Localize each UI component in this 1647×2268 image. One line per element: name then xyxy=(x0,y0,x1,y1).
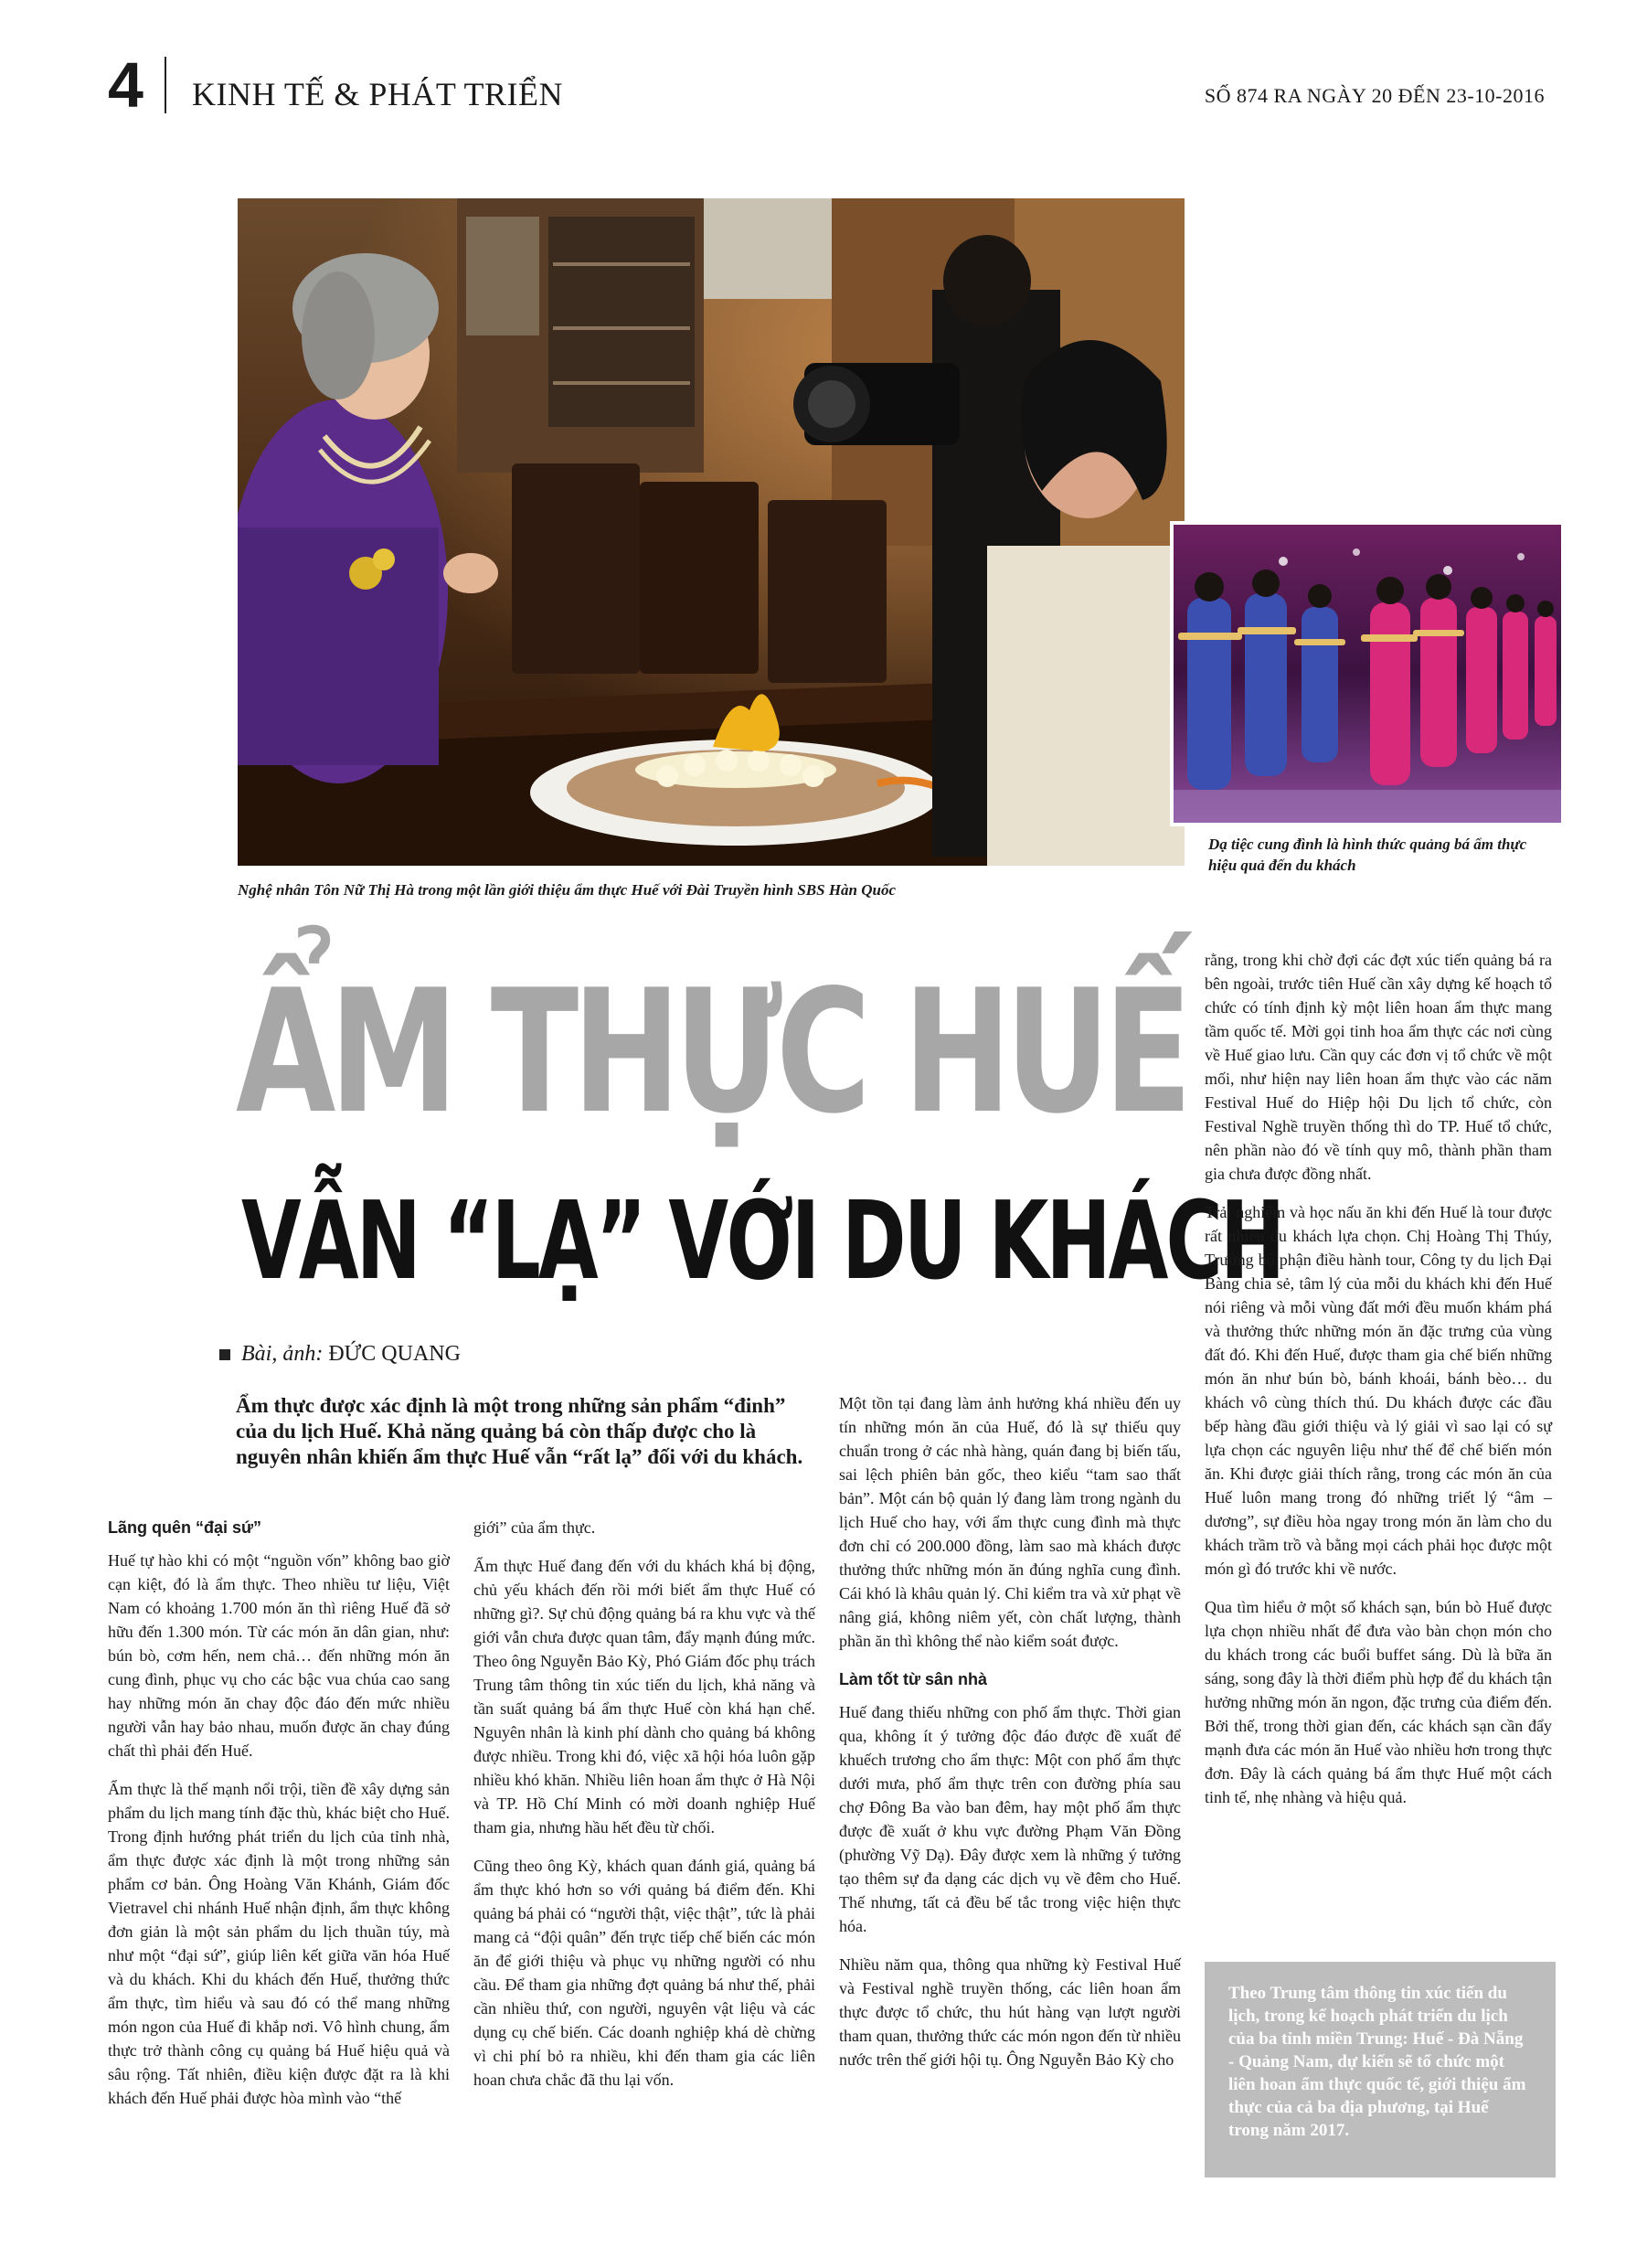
paragraph: rằng, trong khi chờ đợi các đợt xúc tiến quảng bá ra bên ngoài, trước tiên Huế cần xây dựng kế hoạch tổ chức có tính định kỳ một liên hoan ẩm thực mang tầm quốc tế. Mời gọi tinh hoa ẩm thực các nơi cùng về Huế giao lưu. Cần quy các đơn vị tổ chức về một mối, như hiện nay liên hoan ẩm thực vào các năm Festival Huế do Hiệp hội Du lịch tổ chức, còn Festival Nghề truyền thống thì do TP. Huế tổ chức, nên phần nào đó về tính quy mô, thành phần tham gia chưa được đồng nhất. xyxy=(1205,951,1552,1183)
paragraph: Huế tự hào khi có một “nguồn vốn” không bao giờ cạn kiệt, đó là ẩm thực. Theo nhiều tư liệu, Việt Nam có khoảng 1.700 món ăn thì riêng Huế đã sở hữu đến 1.300 món. Từ các món ăn dân gian, như: bún bò, cơm hến, nem chả… đến những món ăn cung đình, phục vụ cho các bậc vua chúa cao sang hay những món ăn chay độc đáo đến mức nhiều người vẫn hay bảo nhau, muốn được ăn chay đúng chất thì phải đến Huế. xyxy=(108,1551,450,1760)
column-3 xyxy=(839,1391,1181,2086)
section-title: KINH TẾ & PHÁT TRIỂN xyxy=(192,76,563,112)
byline-author: ĐỨC QUANG xyxy=(328,1342,461,1366)
paragraph: Ẩm thực Huế đang đến với du khách khá bị động, chủ yếu khách đến rồi mới biết ẩm thực Huế có những gì?. Sự chủ động quảng bá ra khu vực và thế giới vẫn chưa được quan tâm, đẩy mạnh đúng mức. Theo ông Nguyễn Bảo Kỳ, Phó Giám đốc phụ trách Trung tâm thông tin xúc tiến du lịch, khả năng và tần suất quảng bá ẩm thực Huế còn khá hạn chế. Nguyên nhân là kinh phí dành cho quảng bá không được nhiều. Trong khi đó, việc xã hội hóa luôn gặp nhiều khó khăn. Nhiều liên hoan ẩm thực ở Hà Nội và TP. Hồ Chí Minh có mời doanh nghiệp Huế tham gia, nhưng hầu hết đều từ chối. xyxy=(473,1557,815,1837)
side-photo xyxy=(1170,521,1565,826)
column-2 xyxy=(473,1516,815,2106)
main-photo-caption: Nghệ nhân Tôn Nữ Thị Hà trong một lần giới thiệu ẩm thực Huế với Đài Truyền hình SBS Hàn Quốc xyxy=(238,881,897,899)
callout-text: Theo Trung tâm thông tin xúc tiến du lịch, trong kế hoạch phát triển du lịch của ba tỉnh miền Trung: Huế - Đà Nẵng - Quảng Nam, dự kiến sẽ tổ chức một liên hoan ẩm thực quốc tế, giới thiệu ẩm thực của cả ba địa phương, tại Huế trong năm 2017. xyxy=(1228,1984,1526,2140)
issue-info: SỐ 874 RA NGÀY 20 ĐẾN 23-10-2016 xyxy=(1204,84,1545,107)
header-divider xyxy=(165,57,166,113)
side-photo-caption: Dạ tiệc cung đình là hình thức quảng bá ẩm thực hiệu quả đến du khách xyxy=(1208,836,1527,874)
side-photo-illustration xyxy=(1174,525,1561,823)
paragraph: Trải nghiệm và học nấu ăn khi đến Huế là tour được rất nhiều du khách lựa chọn. Chị Hoàng Thị Thúy, Trưởng bộ phận điều hành tour, Công ty du lịch Đại Bàng chia sẻ, tâm lý của mỗi du khách khi đến Huế nói riêng và mỗi vùng đất mới đều muốn khám phá và thưởng thức những món ăn đặc trưng của vùng đất đó. Khi đến Huế, được tham gia chế biến những món ăn như bún bò, bánh khoái, bánh bèo… du khách vô cùng thích thú. Du khách được các đầu bếp hàng đầu giới thiệu và lý giải vì sao lại có sự lựa chọn các nguyên liệu như thế để chế biến món ăn. Khi được giải thích rằng, trong các món ăn của Huế luôn mang trong đó những triết lý “âm – dương”, sự điều hòa ngay trong món ăn làm cho du khách trầm trồ và bằng mọi cách phải học được một món gì đó trước khi về nước. xyxy=(1205,1203,1552,1578)
page-number: 4 xyxy=(108,49,143,121)
column-1 xyxy=(108,1516,450,2124)
lead-paragraph: Ẩm thực được xác định là một trong những sản phẩm “đinh” của du lịch Huế. Khả năng quảng bá còn thấp được cho là nguyên nhân khiến ẩm thực Huế vẫn “rất lạ” đối với du khách. xyxy=(236,1394,803,1468)
paragraph: Qua tìm hiểu ở một số khách sạn, bún bò Huế được lựa chọn nhiều nhất để đưa vào bàn chọn món cho du khách trong các buổi buffet sáng. Dù là bữa ăn sáng, song đây là thời điểm phù hợp để du khách tận hưởng những món ăn ngon, đặc trưng của điểm đến. Bởi thế, trong thời gian đến, các khách sạn cần đẩy mạnh đưa các món ăn Huế vào nhiều hơn trong thực đơn. Đây là cách quảng bá ẩm thực Huế một cách tinh tế, nhẹ nhàng và hiệu quả. xyxy=(1205,1598,1552,1806)
callout-box xyxy=(1205,1962,1556,2177)
subheading-lang-quen: Lãng quên “đại sứ” xyxy=(108,1518,262,1537)
subheading-lam-tot: Làm tốt từ sân nhà xyxy=(839,1670,988,1688)
paragraph: Huế đang thiếu những con phố ẩm thực. Thời gian qua, không ít ý tưởng độc đáo được đề xuất để khuếch trương cho ẩm thực: Một con phố ẩm thực dưới mưa, phố ẩm thực trên con đường phía sau chợ Đông Ba vào ban đêm, hay một phố ẩm thực được đề xuất ở khu vực đường Phạm Văn Đồng (phường Vỹ Dạ). Đây được xem là những ý tưởng tạo thêm sự đa dạng các dịch vụ về đêm cho Huế. Thế nhưng, tất cả đều bế tắc trong việc hiện thực hóa. xyxy=(839,1703,1181,1935)
paragraph: giới” của ẩm thực. xyxy=(473,1518,596,1537)
headline-line-2: VẪN “LẠ” VỚI DU KHÁCH xyxy=(241,1177,1283,1304)
paragraph: Ẩm thực là thế mạnh nổi trội, tiền đề xây dựng sản phẩm du lịch mang tính đặc thù, khác biệt cho Huế. Trong định hướng phát triển du lịch của tỉnh nhà, ẩm thực được xác định là một trong những sản phẩm cơ bản. Ông Hoàng Văn Khánh, Giám đốc Vietravel chi nhánh Huế nhận định, ẩm thực không đơn giản là một sản phẩm du lịch thuần túy, mà như một “đại sứ”, giúp liên kết giữa văn hóa Huế và du khách. Khi du khách đến Huế, thưởng thức ẩm thực, tìm hiểu và sau đó có thể mang những món ngon của Huế đi khắp nơi. Vô hình chung, ẩm thực trở thành công cụ quảng bá Huế hiệu quả và sâu rộng. Tất nhiên, điều kiện được đặt ra là khi khách đến Huế phải được hòa mình vào “thế xyxy=(108,1780,450,2107)
headline-line-1: ẨM THỰC HUẾ xyxy=(236,953,1186,1151)
main-photo xyxy=(238,198,1185,866)
byline-label: Bài, ảnh: xyxy=(241,1342,324,1366)
byline-bullet xyxy=(219,1349,230,1360)
column-4 xyxy=(1205,948,1552,1824)
paragraph: Một tồn tại đang làm ảnh hưởng khá nhiều đến uy tín những món ăn của Huế, đó là sự thiếu quy chuẩn trong ở các nhà hàng, quán đang bị biến tấu, sai lệch phiên bản gốc, theo kiểu “tam sao thất bản”. Một cán bộ quản lý đang làm trong ngành du lịch Huế cho hay, với ẩm thực cung đình mà thực đơn chỉ có 200.000 đồng, làm sao mà khách được thưởng thức những món ăn đúng nghĩa cung đình. Cái khó là khâu quản lý. Chỉ kiểm tra và xử phạt về nâng giá, không niêm yết, còn chất lượng, thành phần ăn thì không thể nào kiểm soát được. xyxy=(839,1394,1181,1650)
paragraph: Cũng theo ông Kỳ, khách quan đánh giá, quảng bá ẩm thực khó hơn so với quảng bá điểm đến. Khi quảng bá phải có “người thật, việc thật”, tức là phải mang cả “đội quân” đến trực tiếp chế biến các món ăn để giới thiệu và phục vụ những người có nhu cầu. Để tham gia những đợt quảng bá như thế, phải cần nhiều thứ, con người, nguyên vật liệu và các dụng cụ chế biến. Các doanh nghiệp khá dè chừng vì chi phí bỏ ra nhiều, khi đến tham gia các liên hoan chưa chắc đã thu lại vốn. xyxy=(473,1857,815,2089)
byline xyxy=(219,1342,461,1367)
main-photo-illustration xyxy=(238,198,1185,866)
paragraph: Nhiều năm qua, thông qua những kỳ Festival Huế và Festival nghề truyền thống, các liên hoan ẩm thực được tổ chức, thu hút hàng vạn lượt người tham quan, thưởng thức các món ngon đến từ nhiều nước trên thế giới hội tụ. Ông Nguyễn Bảo Kỳ cho xyxy=(839,1955,1181,2069)
